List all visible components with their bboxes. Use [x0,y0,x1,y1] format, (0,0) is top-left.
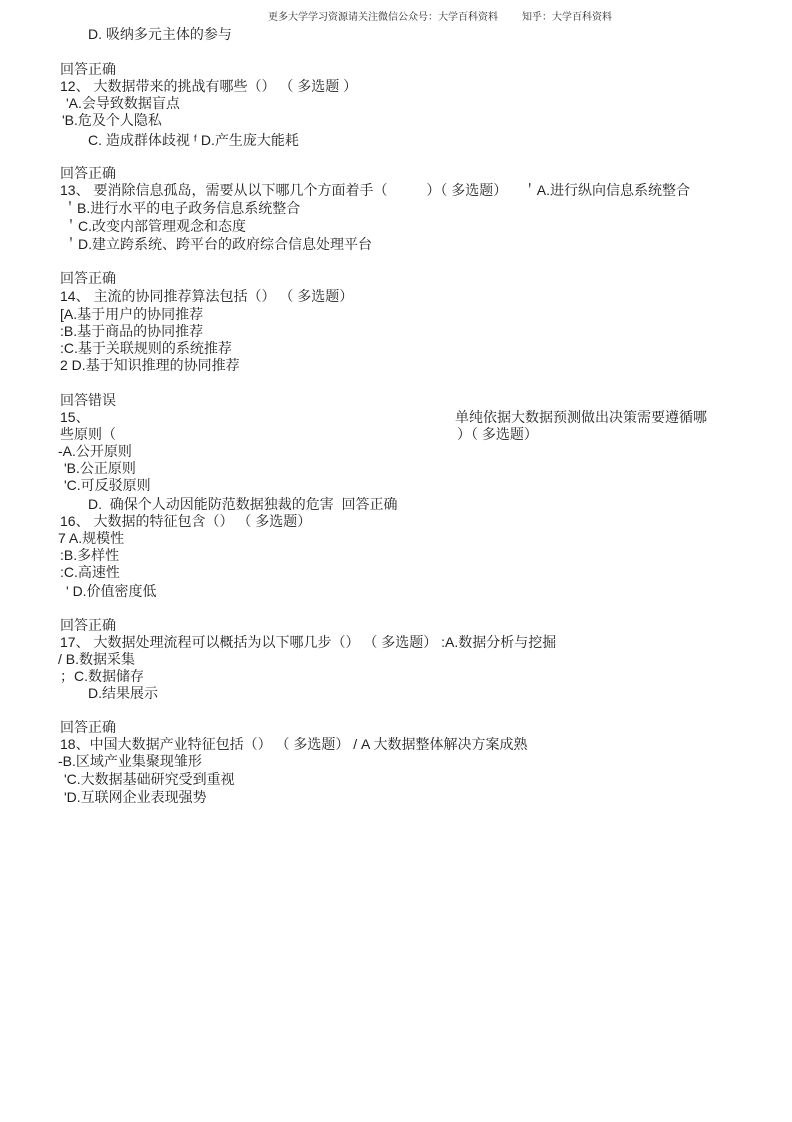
q18-option-d: 'D.互联网企业表现强势 [64,789,207,805]
q13-option-d: ＇D.建立跨系统、跨平台的政府综合信息处理平台 [64,236,372,252]
q12-option-b: 'B.危及个人隐私 [62,112,162,128]
question-15-number: 15、 [60,409,90,425]
answer-status-q16: 回答正确 [60,617,116,633]
q13-option-c: ＇C.改变内部管理观念和态度 [64,218,246,234]
q15-option-a: -A.公开原则 [58,443,132,459]
q14-option-d: 2 D.基于知识推理的协同推荐 [60,357,240,373]
answer-status-q12: 回答正确 [60,165,116,181]
question-12: 12、 大数据带来的挑战有哪些（） （ 多选题 ） [60,78,358,94]
question-15-suffix: ）（ 多选题） [457,426,538,442]
q16-option-c: :C.高速性 [60,564,120,580]
answer-status-q14: 回答错误 [60,392,116,408]
question-15-text: 单纯依据大数据预测做出决策需要遵循哪 [455,409,707,425]
answer-status-q17: 回答正确 [60,719,116,735]
q16-option-b: :B.多样性 [60,547,120,563]
q15-option-d: D. 确保个人动因能防范数据独裁的危害 回答正确 [88,496,398,512]
page-header-wechat: 更多大学学习资源请关注微信公众号：大学百科资料 [268,12,498,23]
q16-option-a: 7 A.规模性 [58,530,125,546]
q16-option-d: ' D.价值密度低 [66,583,157,599]
q14-option-a: [A.基于用户的协同推荐 [60,306,204,322]
question-15-text-cont: 些原则（ [60,426,116,442]
q15-option-c: 'C.可反驳原则 [64,477,151,493]
q13-option-b: ＇B.进行水平的电子政务信息系统整合 [63,200,301,216]
q15-option-b: 'B.公正原则 [64,460,136,476]
q14-option-c: :C.基于关联规则的系统推荐 [60,340,232,356]
q18-option-b: -B.区域产业集聚现雏形 [58,753,202,769]
question-16: 16、 大数据的特征包含（） （ 多选题） [60,513,312,529]
question-13: 13、 要消除信息孤岛，需要从以下哪几个方面着手（ ）（ 多选题） ＇A.进行纵向信息系统整合 [60,182,691,198]
q17-option-c: ；C.数据储存 [60,668,144,684]
q12-option-a: 'A.会导致数据盲点 [66,95,180,111]
q14-option-b: :B.基于商品的协同推荐 [60,323,204,339]
q18-option-c: 'C.大数据基础研究受到重视 [64,771,235,787]
question-18: 18、中国大数据产业特征包括（） （ 多选题） / A 大数据整体解决方案成熟 [60,736,528,752]
answer-status-q11: 回答正确 [60,61,116,77]
question-17: 17、 大数据处理流程可以概括为以下哪几步（） （ 多选题） :A.数据分析与挖掘 [60,634,557,650]
q11-option-d: D. 吸纳多元主体的参与 [88,26,232,42]
q17-option-b: / B.数据采集 [58,651,136,667]
answer-status-q13: 回答正确 [60,270,116,286]
page-header-zhihu: 知乎：大学百科资料 [522,12,612,23]
q17-option-d: D.结果展示 [88,685,158,701]
q12-option-c-d: C. 造成群体歧视 ᶠ D.产生庞大能耗 [88,132,299,148]
question-14: 14、 主流的协同推荐算法包括（） （ 多选题） [60,288,354,304]
